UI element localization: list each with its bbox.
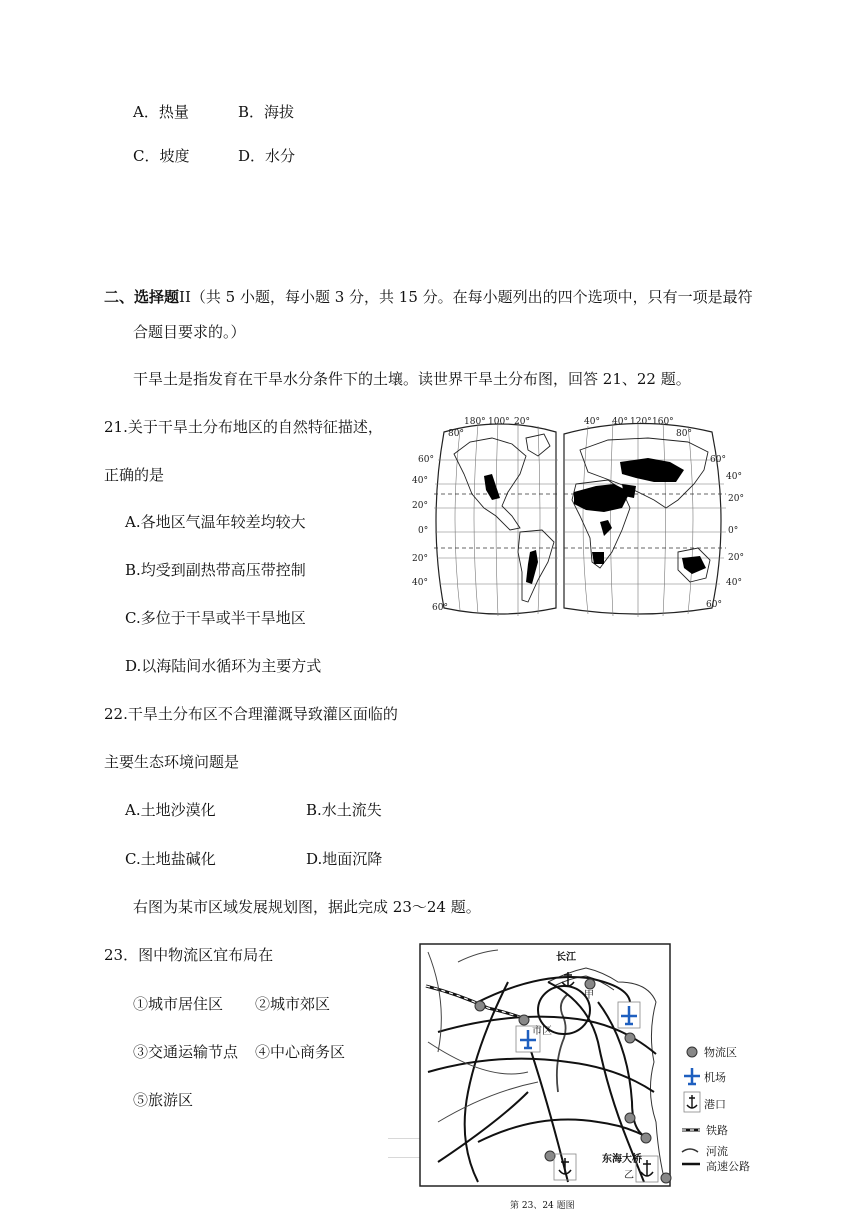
point-yi-label: 乙 bbox=[624, 1170, 634, 1181]
lon-label: 180° bbox=[464, 417, 486, 427]
western-hemisphere bbox=[434, 421, 558, 616]
q20-option-b: B．海拔 bbox=[238, 103, 295, 121]
q22-stem-line1: 22.干旱土分布区不合理灌溉导致灌区面临的 bbox=[104, 705, 398, 723]
lat-label: 40° bbox=[412, 578, 428, 588]
legend-port: 港口 bbox=[704, 1098, 726, 1111]
q23-option-1: ①城市居住区 bbox=[133, 995, 224, 1013]
lon-label: 80° bbox=[448, 429, 464, 439]
lat-label: 40° bbox=[726, 578, 742, 588]
q21-stem-line1: 21.关于干旱土分布地区的自然特征描述， bbox=[104, 418, 383, 436]
lat-label: 20° bbox=[412, 554, 428, 564]
q22-option-c: C.土地盐碱化 bbox=[125, 850, 216, 868]
divider bbox=[388, 1138, 420, 1139]
section2-heading-line2: 合题目要求的。） bbox=[133, 323, 246, 341]
legend-logistics: 物流区 bbox=[704, 1046, 737, 1059]
q21-option-c: C.多位于干旱或半干旱地区 bbox=[125, 609, 306, 627]
lat-label: 20° bbox=[728, 553, 744, 563]
eastern-hemisphere bbox=[564, 421, 726, 617]
q22-option-d: D.地面沉降 bbox=[306, 850, 383, 868]
legend-highway: 高速公路 bbox=[706, 1160, 750, 1173]
legend-airport: 机场 bbox=[704, 1071, 726, 1084]
map-legend bbox=[682, 1045, 750, 1173]
city-label: 市区 bbox=[532, 1026, 552, 1037]
lat-label: 40° bbox=[412, 476, 428, 486]
q20-option-c: C．坡度 bbox=[133, 147, 190, 165]
point-jia-label: 甲 bbox=[584, 990, 594, 1001]
q21-option-a: A.各地区气温年较差均较大 bbox=[125, 513, 306, 531]
lat-label: 0° bbox=[418, 526, 429, 536]
q21-option-d: D.以海陆间水循环为主要方式 bbox=[125, 657, 322, 675]
lat-label: 60° bbox=[432, 603, 448, 613]
lat-label: 60° bbox=[710, 455, 726, 465]
section2-heading-rest: II（共 5 小题，每小题 3 分，共 15 分。在每小题列出的四个选项中，只有一项是最符 bbox=[179, 288, 753, 306]
divider bbox=[388, 1157, 420, 1158]
lat-label: 60° bbox=[418, 455, 434, 465]
intro-21-22: 干旱土是指发育在干旱水分条件下的土壤。读世界干旱土分布图，回答 21、22 题。 bbox=[133, 370, 691, 388]
lon-label: 40° bbox=[612, 417, 628, 427]
river-label: 长江 bbox=[556, 952, 576, 963]
section2-heading bbox=[104, 287, 753, 307]
q23-option-4: ④中心商务区 bbox=[255, 1043, 346, 1061]
city-planning-map bbox=[418, 942, 763, 1212]
lon-label: 100° bbox=[488, 417, 510, 427]
q21-stem-line2: 正确的是 bbox=[104, 466, 165, 484]
q21-option-b: B.均受到副热带高压带控制 bbox=[125, 561, 306, 579]
legend-river: 河流 bbox=[706, 1145, 728, 1158]
world-dry-soil-map bbox=[408, 412, 744, 618]
lon-label: 80° bbox=[676, 429, 692, 439]
lon-label: 160° bbox=[652, 417, 674, 427]
q20-option-d: D．水分 bbox=[238, 147, 296, 165]
q23-option-3: ③交通运输节点 bbox=[133, 1043, 239, 1061]
lat-label: 20° bbox=[412, 501, 428, 511]
intro-23-24: 右图为某市区域发展规划图，据此完成 23～24 题。 bbox=[133, 898, 481, 916]
q23-option-5: ⑤旅游区 bbox=[133, 1091, 194, 1109]
bridge-label: 东海大桥 bbox=[602, 1154, 642, 1165]
lat-label: 40° bbox=[726, 472, 742, 482]
legend-railway: 铁路 bbox=[706, 1124, 728, 1137]
lat-label: 0° bbox=[728, 526, 739, 536]
lon-label: 20° bbox=[514, 417, 530, 427]
q22-stem-line2: 主要生态环境问题是 bbox=[104, 753, 240, 771]
section2-heading-bold: 二、选择题 bbox=[104, 288, 180, 306]
q23-stem: 23．图中物流区宜布局在 bbox=[104, 946, 274, 964]
q20-option-a: A．热量 bbox=[133, 103, 189, 121]
q23-option-2: ②城市郊区 bbox=[255, 995, 331, 1013]
map-caption: 第 23、24 题图 bbox=[510, 1201, 575, 1211]
airport-icon bbox=[618, 1002, 640, 1028]
q22-option-b: B.水土流失 bbox=[306, 801, 382, 819]
lat-label: 20° bbox=[728, 494, 744, 504]
lat-label: 60° bbox=[706, 600, 722, 610]
lon-label: 40° bbox=[584, 417, 600, 427]
lon-label: 120° bbox=[630, 417, 652, 427]
q22-option-a: A.土地沙漠化 bbox=[125, 801, 216, 819]
